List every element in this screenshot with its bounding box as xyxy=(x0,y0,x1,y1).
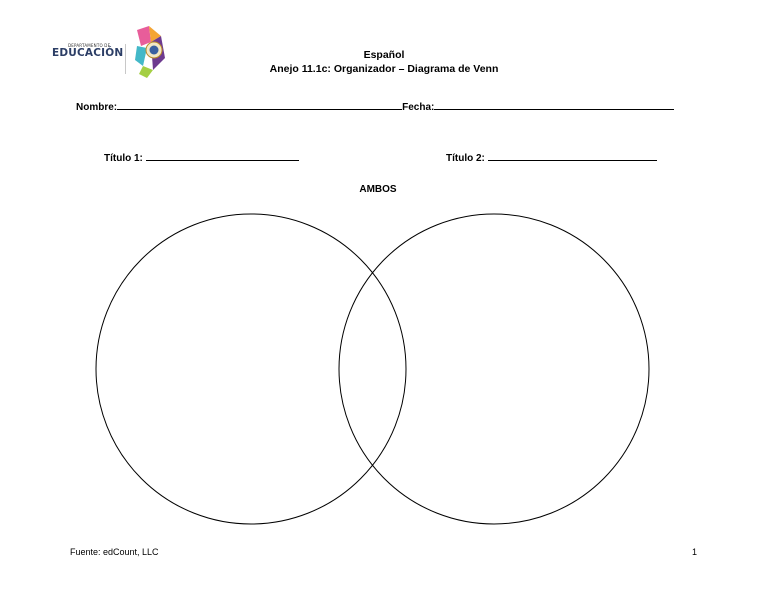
logo-department-text: DEPARTAMENTO DE xyxy=(68,43,111,48)
date-label: Fecha: xyxy=(402,102,435,113)
subject-heading: Español xyxy=(363,49,405,61)
logo-education-text: EDUCACIÓN xyxy=(52,47,124,59)
title2-label: Título 2: xyxy=(446,153,485,164)
title1-label: Título 1: xyxy=(104,153,143,164)
left-circle[interactable] xyxy=(96,214,406,524)
right-circle[interactable] xyxy=(339,214,649,524)
name-label: Nombre: xyxy=(76,102,118,113)
footer-source: Fuente: edCount, LLC xyxy=(70,547,159,557)
page-number: 1 xyxy=(692,547,698,557)
document-title: Anejo 11.1c: Organizador – Diagrama de Venn xyxy=(269,63,499,75)
both-label: AMBOS xyxy=(359,184,397,195)
